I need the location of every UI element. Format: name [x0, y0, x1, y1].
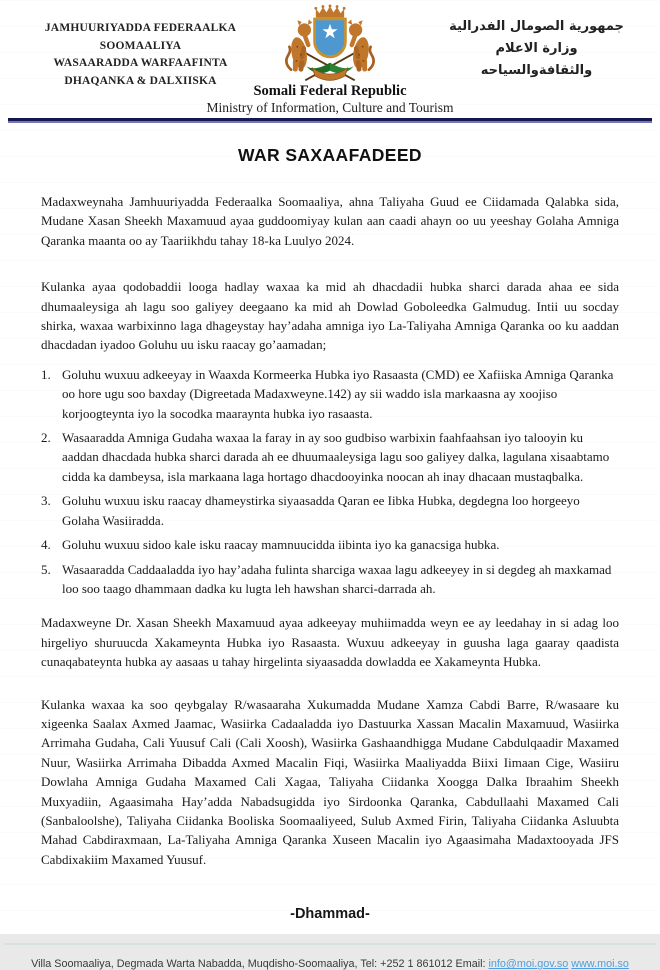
list-item	[41, 428, 619, 486]
ministry-name-arabic-line: جمهورية الصومال الفدرالية	[449, 19, 624, 34]
leopard-left	[286, 19, 312, 71]
list-item	[41, 535, 619, 554]
paragraph-attendees: Kulanka waxaa ka soo qeybgalay R/wasaaraha Xukumadda Mudane Xamza Cabdi Barre, R/wasaare ku xigeenka Saalax Axmed Jaamac, Wasiirka Cadaaladda iyo Dastuurka Xassan Macalin Maxamuud, Wasiirka Arrimaha Gudaha, Cali Yuusuf Cali (Cali Xoosh), Wasiirka Gashaandhigga Mudane Cabdulqaadir Maxamed Nuur, Wasiirka Arrimaha Dibadda Axmed Macalin Fiqi, Wasiirka Maaliyadda Biixi Iimaan Cige, Wasiiru Dowlaha Amniga Gudaha Maxamed Cali Xagaa, Taliyaha Ciidanka Xoogga Dalka Ibraahim Sheekh Muxyadiin, Agaasimaha Hay’adda Nabadsugidda iyo Sirdoonka Qaranka, Cabdullaahi Maxamed Cali (Sanbaloolshe), Taliyaha Ciidanka Booliska Soomaaliyeed, Sulub Axmed Firin, Taliyaha Ciidanka Asluubta Mahad Cabdiraxmaan, La-Taliyaha Amniga Qaranka Xuseen Macalin iyo Agaasimaha Madaxtooyada JFS Cabdixakiim Maxamed Yuusuf.	[41, 696, 619, 867]
list-item-number: 4.	[41, 537, 51, 553]
header-divider	[8, 118, 652, 123]
ministry-name-somali-line: JAMHUURIYADDA FEDERAALKA	[44, 22, 237, 34]
list-item-number: 2.	[41, 430, 51, 446]
footer	[0, 958, 660, 970]
list-item-text: Wasaaradda Amniga Gudaha waxaa la faray in ay soo gudbiso warbixin faahfaahsan iyo talooyin ku aaddan dhacdada hubka sharci darada ah ee dhuumaaleysiga lagu soo galiyey dalka, lagulana xisaabtamo cidda ka dambeysa, isla markaana laga hortago dhacdooyinka noocan ah inay dhacaan mustaqbalka.	[62, 430, 610, 484]
website-link[interactable]: www.moi.so	[571, 958, 629, 970]
list-item-text: Goluhu wuxuu isku raacay dhameystirka siyaasadda Qaran ee Iibka Hubka, degdegna loo horgeeyo Golaha Wasiiradda.	[62, 493, 580, 528]
ministry-name-arabic	[429, 16, 644, 82]
ministry-name-somali-line: SOOMAALIYA	[99, 39, 182, 52]
ministry-name-arabic-line: وزارة الاعلام	[495, 41, 578, 56]
list-item-number: 5.	[41, 561, 51, 577]
paragraph-intro: Madaxweynaha Jamhuuriyadda Federaalka Soomaaliya, ahna Taliyaha Guud ee Ciidamada Qalabka sida, Mudane Xasan Sheekh Maxamuud ayaa guddoomiyay kulan aan caadi ahayn oo uu yeeshay Golaha Amniga Qaranka maanta oo ay Taariikhdu tahay 18-ka Luulyo 2024.	[41, 194, 619, 248]
leopard-right	[348, 19, 374, 71]
shield	[313, 18, 347, 59]
list-item-text: Goluhu wuxuu adkeeyay in Waaxda Kormeerka Hubka iyo Rasaasta (CMD) ee Xafiiska Amniga Qaranka oo hore ugu soo baxday (Digreetada Madaxweyne.142) ay sii waddo isla markaasna ay xoojiso korjoogteynta iyo la socodka maaraynta hubka iyo rasaasta.	[62, 366, 614, 421]
somalia-coat-of-arms-icon	[277, 4, 383, 86]
document-title: WAR SAXAAFADEED	[238, 145, 422, 165]
list-item-number: 1.	[41, 366, 51, 382]
letterhead	[0, 0, 660, 118]
list-item	[41, 365, 619, 423]
footer-divider	[4, 943, 656, 945]
ministry-name-somali-line: DHAQANKA & DALXIISKA	[64, 74, 217, 87]
email-link[interactable]: info@moi.gov.so	[488, 958, 569, 970]
list-item-text: Goluhu wuxuu sidoo kale isku raacay mamnuucidda iibinta iyo ka ganacsiga hubka.	[62, 537, 500, 553]
document-body	[0, 192, 660, 869]
paragraph-agenda: Kulanka ayaa qodobaddii looga hadlay waxaa ka mid ah dhacdadii hubka sharci darada ahaa ee sida dhumaaleysiga ah lagu soo galiyey deegaano ka mid ah Dowlad Goboleedka Galmudug. Intii uu socday shirka, waxaa warbixinno laga dhageystay hay’adaha amniga iyo La-Taliyaha Amniga Qaranka oo ku aaddan dhacdadan iyadoo Goluhu uu isku raacay go’aamadan;	[41, 279, 619, 353]
org-subtitle: Ministry of Information, Culture and Tourism	[206, 100, 454, 115]
list-item-number: 3.	[41, 493, 51, 509]
crown	[314, 5, 345, 18]
ministry-name-somali-line: WASAARADDA WARFAAFINTA	[53, 57, 228, 69]
paragraph-president-statement: Madaxweyne Dr. Xasan Sheekh Maxamuud ayaa adkeeyay muhiimadda weyn ee ay leedahay in si adag loo hirgeliyo shuruucda Xakameynta Hubka iyo Rasaasta. Wuxuu adkeeyay in guusha laga gaaray qaadista cunaqabateynta hubka ay aasaas u tahay hirgelinta siyaasadda dowladda ee Xakameynta Hubka.	[41, 615, 619, 670]
footer-address: Villa Soomaaliya, Degmada Warta Nabadda, Muqdisho-Soomaaliya, Tel: +252 1 861012 Email:	[31, 958, 486, 970]
list-item	[41, 560, 619, 599]
list-item	[41, 491, 619, 530]
end-mark: -Dhammad-	[290, 906, 370, 923]
ministry-name-somali	[28, 20, 253, 90]
list-item-text: Wasaaradda Caddaaladda iyo hay’adaha fulinta sharciga waxaa lagu adkeeyey in si degdeg ah maxkamad loo soo taago dhammaan dadka ku lugta leh hawshan sharci-darrada ah.	[62, 561, 612, 596]
ministry-name-arabic-line: والثقافةوالسياحه	[480, 63, 593, 78]
resolutions-list	[41, 365, 619, 598]
org-title: Somali Federal Republic	[253, 83, 407, 99]
